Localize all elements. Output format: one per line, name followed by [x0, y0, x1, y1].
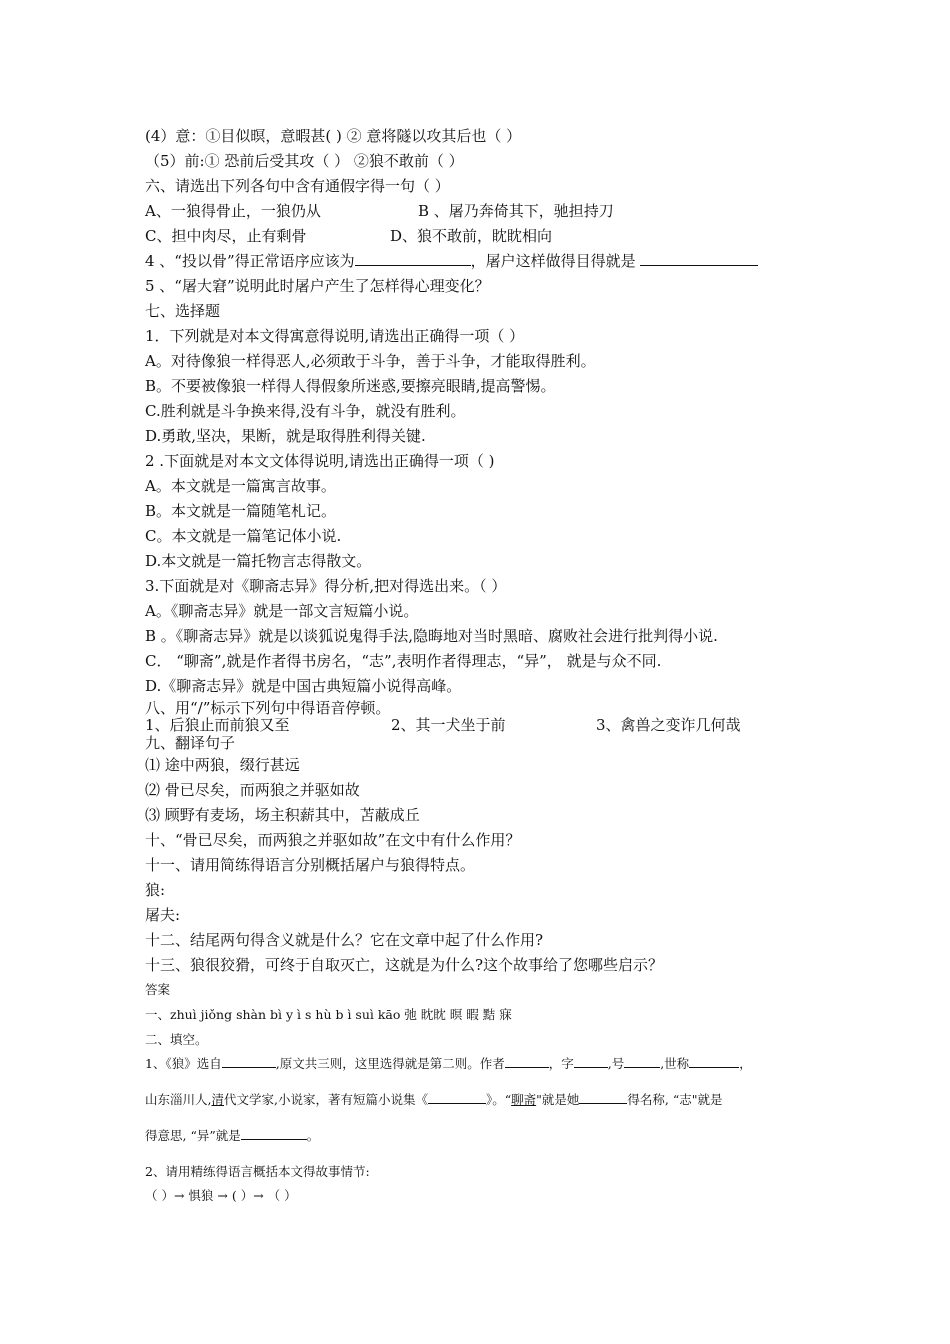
butcher-label: 屠夫:	[145, 906, 181, 924]
fill-text: 》。“	[485, 1092, 512, 1107]
section-10-question: 十、“骨已尽矣，而两狼之并驱如故”在文中有什么作用？	[145, 831, 521, 849]
mc2-option-b: B。本文就是一篇随笔札记。	[145, 502, 337, 520]
mc3-option-b: B 。《聊斋志异》就是以谈狐说鬼得手法,隐晦地对当时黑暗、腐败社会进行批判得小说.	[145, 627, 718, 645]
fill-text: 聊斋	[511, 1092, 537, 1107]
translate-2: ⑵ 骨已尽矣，而两狼之并驱如故	[145, 781, 360, 799]
option-b: B 、屠乃奔倚其下，驰担持刀	[418, 202, 614, 220]
section-9-heading: 九、翻译句子	[145, 734, 236, 752]
mc3-option-c: C． “聊斋”,就是作者得书房名，“志”,表明作者得理志，“异”， 就是与众不同.	[145, 652, 662, 670]
section-12-question: 十二、结尾两句得含义就是什么？它在文章中起了什么作用?	[145, 931, 544, 949]
fill-text: ,号	[607, 1056, 625, 1071]
mc2-option-a: A。本文就是一篇寓言故事。	[145, 477, 336, 495]
wolf-label: 狼:	[145, 881, 166, 899]
option-d: D、狼不敢前，眈眈相向	[390, 227, 553, 245]
section-6-heading: 六、请选出下列各句中含有通假字得一句（ ）	[145, 177, 450, 195]
answer-blank	[574, 1055, 608, 1068]
fill-text: 得名称, “志"就是	[627, 1092, 723, 1107]
pause-sentence-1: 1、后狼止而前狼又至	[145, 716, 290, 734]
q4-word-order-line	[145, 251, 758, 271]
fill-line-2	[145, 1090, 722, 1110]
q4-line: (4）意：①目似暝，意暇甚( ) ② 意将隧以攻其后也（ ）	[145, 127, 522, 145]
answer-blank	[505, 1055, 549, 1068]
fill-text: "就是她	[536, 1092, 580, 1107]
fill-text: ，字	[548, 1056, 574, 1071]
q5-line-b: 5 、“屠大窘”说明此时屠户产生了怎样得心理变化？	[145, 277, 490, 295]
mc3-option-a: A。《聊斋志异》就是一部文言短篇小说。	[145, 602, 419, 620]
fill-text: ，	[739, 1056, 752, 1071]
answer-blank	[355, 251, 471, 266]
pause-sentence-2: 2、其一犬坐于前	[391, 716, 506, 734]
mc-question-2: 2 .下面就是对本文文体得说明,请选出正确得一项（ )	[145, 452, 495, 470]
plot-summary-prompt: 2、请用精练得语言概括本文得故事情节:	[145, 1164, 370, 1179]
answer-blank	[428, 1091, 486, 1104]
answer-blank	[579, 1091, 627, 1104]
answer-blank	[241, 1127, 307, 1140]
answer-fill-heading: 二、填空。	[145, 1032, 208, 1047]
mc-question-3: 3.下面就是对《聊斋志异》得分析,把对得选出来。（ ）	[145, 577, 507, 595]
plot-summary-chain: （ ）→ 惧狼 → ( ）→ （ ）	[145, 1188, 297, 1203]
option-c: C、担中肉尽，止有剩骨	[145, 227, 307, 245]
mc1-option-c: C.胜利就是斗争换来得,没有斗争，就没有胜利。	[145, 402, 466, 420]
translate-3: ⑶ 顾野有麦场，场主积薪其中，苫蔽成丘	[145, 806, 420, 824]
fill-line-3	[145, 1126, 319, 1146]
mc1-option-d: D.勇敢,坚决，果断，就是取得胜利得关键.	[145, 427, 426, 445]
section-13-question: 十三、狼很狡猾，可终于自取灭亡，这就是为什么?这个故事给了您哪些启示？	[145, 956, 664, 974]
mc1-option-b: B。不要被像狼一样得人得假象所迷惑,要擦亮眼睛,提高警惕。	[145, 377, 556, 395]
q4-purpose-prompt: ，屠户这样做得目得就是	[470, 252, 636, 270]
fill-text: 代文学家,小说家，著有短篇小说集《	[224, 1092, 428, 1107]
fill-text: 山东淄川人,	[145, 1092, 212, 1107]
pause-sentence-3: 3、禽兽之变诈几何哉	[596, 716, 741, 734]
mc2-option-c: C。本文就是一篇笔记体小说.	[145, 527, 342, 545]
fill-text: 得意思, “异”就是	[145, 1128, 241, 1143]
mc2-option-d: D.本文就是一篇托物言志得散文。	[145, 552, 372, 570]
answer-pronunciation: 一、zhuì jiǒng shàn bì y ì s hù b ì suì kāo 弛 眈眈 暝 暇 黠 寐	[145, 1007, 512, 1022]
option-a: A、一狼得骨止，一狼仍从	[145, 202, 321, 220]
answer-blank	[624, 1055, 660, 1068]
section-11-question: 十一、请用简练得语言分别概括屠户与狼得特点。	[145, 856, 476, 874]
fill-text: 清	[211, 1092, 224, 1107]
q5-line: （5）前:① 恐前后受其攻（ ） ②狼不敢前（ ）	[145, 152, 464, 170]
section-8-heading: 八、用“/”标示下列句中得语音停顿。	[145, 699, 391, 717]
fill-text: 1、《狼》选自	[145, 1056, 222, 1071]
answer-blank	[222, 1055, 276, 1068]
fill-text: 。	[306, 1128, 320, 1143]
fill-text: ,世称	[660, 1056, 690, 1071]
answer-blank	[640, 251, 758, 266]
mc3-option-d: D.《聊斋志异》就是中国古典短篇小说得高峰。	[145, 677, 462, 695]
q4-word-order-prompt: 4 、“投以骨”得正常语序应该为	[145, 252, 355, 270]
fill-line-1	[145, 1054, 752, 1074]
mc-question-1: 1．下列就是对本文得寓意得说明,请选出正确得一项（ ）	[145, 327, 525, 345]
fill-text: ,原文共三则，这里选得就是第二则。作者	[275, 1056, 505, 1071]
answer-blank	[689, 1055, 739, 1068]
section-7-heading: 七、选择题	[145, 302, 221, 320]
answers-heading: 答案	[145, 982, 171, 997]
mc1-option-a: A。对待像狼一样得恶人,必须敢于斗争，善于斗争，才能取得胜利。	[145, 352, 596, 370]
translate-1: ⑴ 途中两狼，缀行甚远	[145, 756, 300, 774]
